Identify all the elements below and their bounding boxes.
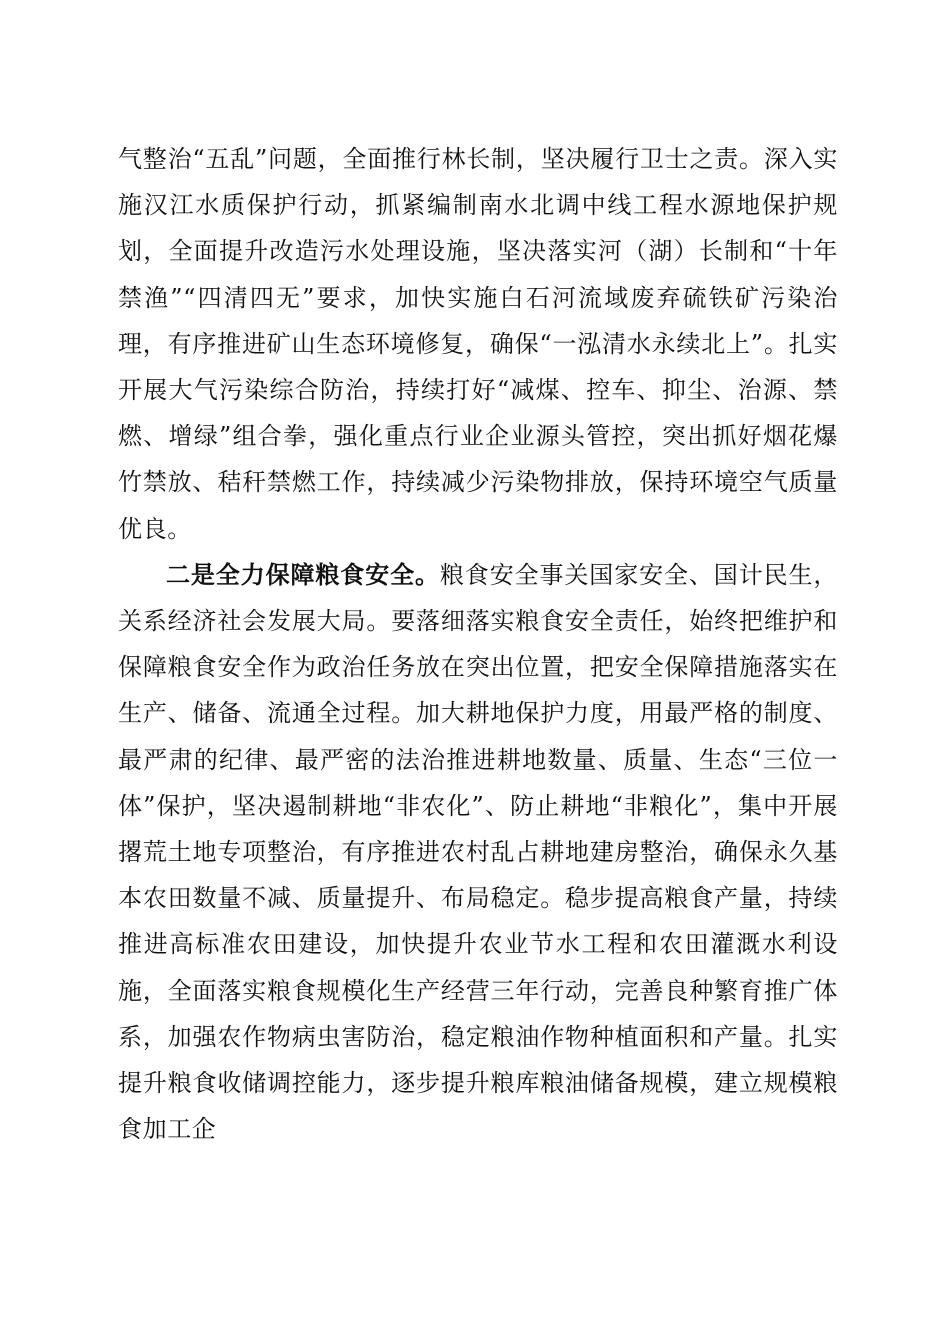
paragraph-environment [118,136,838,552]
section-heading: 二是全力保障粮食安全。 [166,559,440,589]
paragraph-text: 粮食安全事关国家安全、国计民生，关系经济社会发展大局。要落细落实粮食安全责任，始终把维护和保障粮食安全作为政治任务放在突出位置，把安全保障措施落实在生产、储备、流通全过程。加大耕地保护力度，用最严格的制度、最严肃的纪律、最严密的法治推进耕地数量、质量、生态“三位一体”保护，坚决遏制耕地“非农化”、防止耕地“非粮化”，集中开展撂荒土地专项整治，有序推进农村乱占耕地建房整治，确保永久基本农田数量不减、质量提升、布局稳定。稳步提高粮食产量，持续推进高标准农田建设，加快提升农业节水工程和农田灌溉水利设施，全面落实粮食规模化生产经营三年行动，完善良种繁育推广体系，加强农作物病虫害防治，稳定粮油作物种植面积和产量。扎实提升粮食收储调控能力，逐步提升粮库粮油储备规模，建立规模粮食加工企 [118,560,838,1144]
document-body [118,136,838,1152]
paragraph-food-security [118,552,838,1153]
paragraph-text: 气整治“五乱”问题，全面推行林长制，坚决履行卫士之责。深入实施汉江水质保护行动，抓紧编制南水北调中线工程水源地保护规划，全面提升改造污水处理设施，坚决落实河（湖）长制和“十年禁渔”“四清四无”要求，加快实施白石河流域废弃硫铁矿污染治理，有序推进矿山生态环境修复，确保“一泓清水永续北上”。扎实开展大气污染综合防治，持续打好“减煤、控车、抑尘、治源、禁燃、增绿”组合拳，强化重点行业企业源头管控，突出抓好烟花爆竹禁放、秸秆禁燃工作，持续减少污染物排放，保持环境空气质量优良。 [118,145,838,543]
